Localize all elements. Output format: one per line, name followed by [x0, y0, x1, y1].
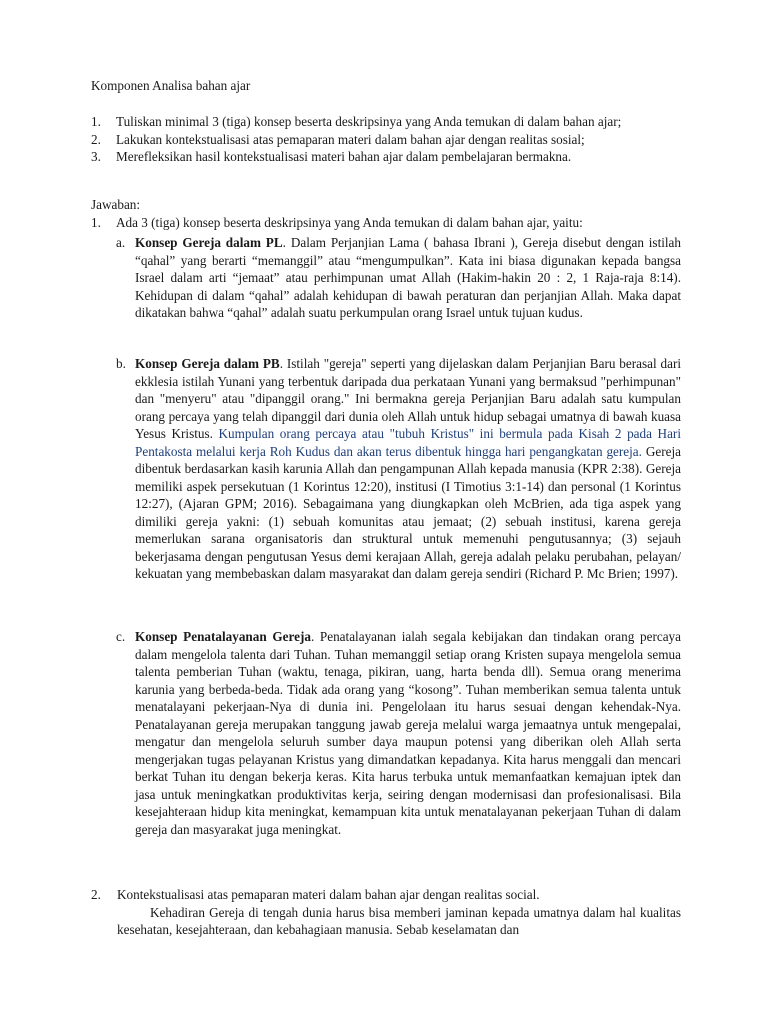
concept-term: Konsep Gereja dalam PL: [135, 235, 283, 250]
concept-label: a.: [116, 235, 126, 250]
task-number: 1.: [91, 114, 101, 129]
concept-a: [116, 234, 681, 322]
concept-term: Konsep Penatalayanan Gereja: [135, 629, 311, 644]
answer-intro: Ada 3 (tiga) konsep beserta deskripsinya yang Anda temukan di dalam bahan ajar, yaitu:: [116, 215, 583, 230]
concept-term: Konsep Gereja dalam PB: [135, 356, 280, 371]
concept-text: . Penatalayanan ialah segala kebijakan dan tindakan orang percaya dalam mengelola talenta dari Tuhan. Tuhan memanggil setiap orang Kristen supaya mengelola semua talenta pemberian Tuhan (waktu, tenaga, pikiran, uang, harta benda dll). Semua orang menerima karunia yang berbeda-beda. Tidak ada orang yang “kosong”. Tuhan memberikan semua talenta untuk menatalayani pekerjaan-Nya di dunia ini. Pengelolaan itu harus sesuai dengan kehendak-Nya. Penatalayanan gereja merupakan tanggung jawab gereja melalui warga jemaatnya untuk mengepalai, mengatur dan mengelola seluruh sumber daya maupun potensi yang diberikan oleh Allah serta mengerjakan tugas pelayanan Kristus yang dimandatkan kepadanya. Kita harus menggali dan mencari berkat Tuhan itu dengan bekerja keras. Kita harus terbuka untuk memanfaatkan kemajuan iptek dan jasa untuk meningkatkan produktivitas kerja, seiring dengan modernisasi dan profesionalisasi. Bila kesejahteraan hidup kita meningkat, kemampuan kita untuk menatalayanan pekerjaan Tuhan di dalam gereja dan masyarakat juga meningkat.: [135, 629, 681, 837]
concept-body: [135, 628, 681, 838]
task-item-2: [0, 131, 768, 149]
concept-text: . Istilah "gereja" seperti yang dijelaskan dalam Perjanjian Baru berasal dari ekklesia istilah Yunani yang terbentuk daripada dua perkataan Yunani yang bermaksud "perhimpunan" dan "menyeru" atau "dipanggil orang." Ini bermakna gereja Perjanjian Baru adalah satu kumpulan orang percaya yang telah dipanggil dari dunia oleh Allah untuk hidup sebagai umatnya di bawah kuasa Yesus Kristus.: [135, 356, 682, 441]
task-text: Lakukan kontekstualisasi atas pemaparan materi dalam bahan ajar dengan realitas sosial;: [116, 131, 585, 147]
task-list: [0, 113, 768, 166]
task-item-3: [0, 148, 768, 166]
answer-2-heading: Kontekstualisasi atas pemaparan materi dalam bahan ajar dengan realitas social.: [117, 887, 540, 902]
answer-number: 1.: [91, 215, 101, 230]
task-text: Merefleksikan hasil kontekstualisasi materi bahan ajar dalam pembelajaran bermakna.: [116, 149, 572, 164]
answer-2-paragraph: Kehadiran Gereja di tengah dunia harus bisa memberi jaminan kepada umatnya dalam hal kualitas kesehatan, kesejahteraan, dan kebahagiaan manusia. Sebab keselamatan dan: [117, 904, 681, 937]
answer-heading: Jawaban:: [91, 197, 141, 212]
concept-label: c.: [116, 629, 126, 644]
task-text: Tuliskan minimal 3 (tiga) konsep beserta deskripsinya yang Anda temukan di dalam bahan ajar;: [116, 114, 622, 129]
task-number: 2.: [91, 131, 101, 147]
concept-b: [116, 355, 681, 583]
answer-2: [91, 886, 681, 939]
concept-text: Gereja dibentuk berdasarkan kasih karunia Allah dan pengampunan Allah kepada manusia (KPR 2:38). Gereja memiliki aspek persekutuan (1 Korintus 12:20), institusi (I Timotius 3:1-14) dan personal (1 Korintus 12:27), (Ajaran GPM; 2016). Sebagaimana yang diungkapkan oleh McBrien, ada tiga aspek yang dimiliki gereja yakni: (1) sebuah komunitas atau jemaat; (2) sebuah institusi, karena gereja memerlukan sarana organisatoris dan struktural untuk memenuhi pengutusannya; (3) sejauh bekerjasama dengan pengutusan Yesus demi kerajaan Allah, gereja adalah pelaku perubahan, pelayan/ kekuatan yang membebaskan dalam masyarakat dan dalam gereja sendiri (Richard P. Mc Brien; 1997).: [135, 443, 681, 581]
answer-number: 2.: [91, 887, 101, 902]
concept-c: [116, 628, 681, 838]
concept-text: . Dalam Perjanjian Lama ( bahasa Ibrani ), Gereja disebut dengan istilah “qahal” yang berarti “memanggil” atau “mengumpulkan”. Kata ini biasa digunakan kepada bangsa Israel dalam arti “jemaat” atau perhimpunan umat Allah (Hakim-hakin 20 : 2, 1 Raja-raja 8:14). Kehidupan di dalam “qahal” adalah kehidupan di bawah peraturan dan perjanjian Allah. Maka dapat dikatakan bahwa “qahal” adalah suatu perkumpulan orang Israel untuk tujuan kudus.: [135, 235, 682, 320]
task-item-1: [0, 113, 768, 131]
answer-1: [0, 214, 768, 232]
document-title: Komponen Analisa bahan ajar: [91, 78, 251, 93]
concept-body: [135, 355, 681, 583]
concept-text-highlight: Kumpulan orang percaya atau "tubuh Kristus" ini bermula pada Kisah 2 pada Hari Pentakosta melalui kerja Roh Kudus dan akan terus dibentuk hingga hari pengangkatan gereja.: [135, 426, 681, 459]
concept-label: b.: [116, 356, 126, 371]
task-number: 3.: [91, 149, 101, 164]
concept-body: [135, 234, 681, 322]
